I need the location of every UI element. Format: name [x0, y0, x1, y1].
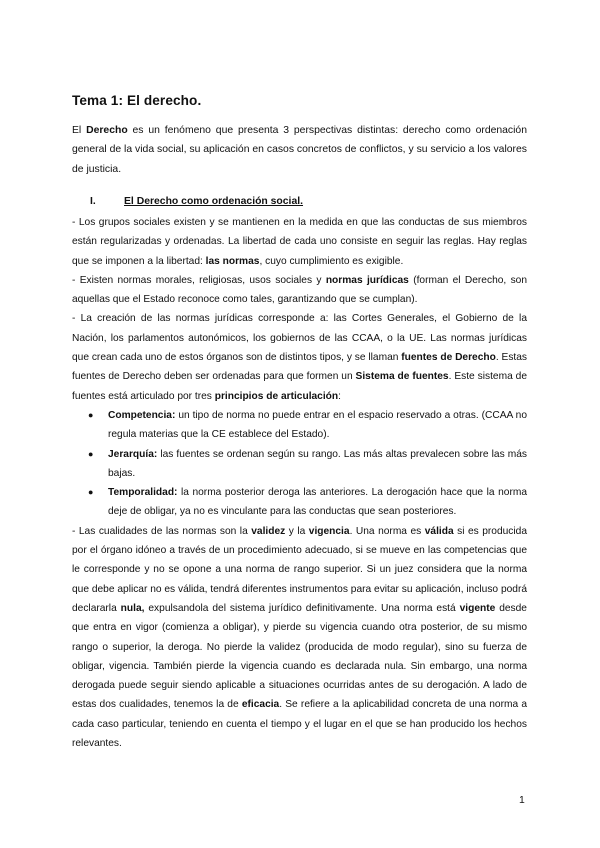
para4-bold-5: vigente	[459, 602, 496, 614]
section-body	[72, 213, 527, 753]
para4-text-6: desde que entra en vigor (comienza a obligar), y pierde su vigencia cuando otra posterior, de su mismo rango o superior, la deroga. No pierde la validez (producida de modo regular), sino su fuerza de obligar, vigencia. También pierde la vigencia cuando es declarada nula. Sin embargo, una norma derogada puede seguir siendo aplicable a situaciones ocurridas antes de su derogación. A lado de estas dos cualidades, tenemos la de	[72, 602, 527, 711]
page-number: 1	[519, 795, 525, 806]
section-number: I.	[90, 196, 96, 207]
para4-bold-6: eficacia	[241, 699, 280, 711]
bullet-term: Jerarquía:	[108, 448, 158, 460]
para3-bold-3: principios de articulación	[214, 390, 339, 402]
section-title: El Derecho como ordenación social.	[124, 196, 304, 207]
para4-text-4: si es producida por el órgano idóneo a través de un procedimiento adecuado, si se mueve en las competencias que le corresponde y no se opone a una norma de rango superior. Si un juez considera que la norma que debe aplicar no es válida, tendrá diferentes instrumentos para evitar su aplicación, incluso podrá declararla	[72, 525, 527, 614]
intro-text-2: es un fenómeno que presenta 3 perspectivas distintas: derecho como ordenación general de la vida social, su aplicación en casos concretos de conflictos, y su servicio a los valores de justicia.	[72, 125, 527, 175]
para3-text-1: - La creación de las normas jurídicas corresponde a: las Cortes Generales, el Gobierno de la Nación, los parlamentos autonómicos, los gobiernos de las CCAA, o la UE. Las normas jurídicas que crean cada uno de estos órganos son de distintos tipos, y se llaman	[72, 313, 527, 364]
para2-bold-1: normas jurídicas	[325, 274, 409, 286]
para2-text-2: (forman el Derecho, son aquellas que el Estado reconoce como tales, garantizando que se cumplan).	[72, 274, 527, 306]
para3-bold-1: fuentes de Derecho	[401, 352, 496, 364]
principles-list	[72, 406, 527, 522]
para4-text-7: . Se refiere a la aplicabilidad concreta de una norma a cada caso particular, teniendo en cuenta el tiempo y el lugar en el que se han producido los hechos relevantes.	[72, 699, 527, 750]
paragraph-tipos-normas	[72, 271, 527, 310]
para4-text-5: expulsandola del sistema jurídico definitivamente. Una norma está	[144, 602, 460, 614]
list-item	[72, 406, 527, 445]
para4-text-2: y la	[285, 525, 309, 537]
para1-text-1: - Los grupos sociales existen y se mantienen en la medida en que las conductas de sus miembros están regularizadas y ordenadas. La libertad de cada uno consiste en seguir las reglas. Hay reglas que se imponen a la libertad:	[72, 217, 527, 267]
intro-text: El	[72, 125, 87, 136]
para4-text-3: . Una norma es	[349, 525, 425, 537]
document-title: Tema 1: El derecho.	[72, 93, 202, 108]
intro-paragraph	[72, 121, 527, 179]
paragraph-creacion-normas	[72, 309, 527, 405]
bullet-icon: ●	[88, 448, 94, 459]
section-heading	[90, 196, 303, 207]
para4-bold-4: nula,	[120, 602, 145, 614]
para4-text-1: - Las cualidades de las normas son la	[72, 525, 252, 537]
para4-bold-3: válida	[424, 525, 454, 537]
para3-text-2: . Estas fuentes de Derecho deben ser ordenadas para que formen un	[72, 352, 527, 383]
bullet-icon: ●	[88, 487, 94, 498]
paragraph-cualidades	[72, 522, 527, 754]
list-item	[72, 445, 527, 484]
bullet-text: un tipo de norma no puede entrar en el espacio reservado a otras. (CCAA no regula materias que la CE establece del Estado).	[108, 409, 527, 441]
para4-bold-2: vigencia	[308, 525, 350, 537]
bullet-text: la norma posterior deroga las anteriores. La derogación hace que la norma deje de obligar, ya no es vinculante para las conductas que sean posteriores.	[108, 487, 527, 518]
para2-text-1: - Existen normas morales, religiosas, usos sociales y	[72, 274, 326, 286]
bullet-icon: ●	[88, 409, 94, 420]
paragraph-grupos-sociales	[72, 213, 527, 271]
para3-text-4: :	[338, 390, 341, 402]
bullet-term: Temporalidad:	[108, 487, 178, 499]
list-item	[72, 483, 527, 522]
para3-bold-2: Sistema de fuentes	[355, 371, 449, 383]
para1-text-2: , cuyo cumplimiento es exigible.	[259, 255, 404, 267]
intro-bold-derecho: Derecho	[86, 125, 128, 136]
para1-bold-1: las normas	[205, 255, 260, 267]
para3-text-3: . Este sistema de fuentes está articulado por tres	[72, 371, 527, 402]
bullet-term: Competencia:	[108, 409, 176, 421]
bullet-text: las fuentes se ordenan según su rango. Las más altas prevalecen sobre las más bajas.	[108, 448, 527, 479]
para4-bold-1: validez	[251, 525, 286, 537]
